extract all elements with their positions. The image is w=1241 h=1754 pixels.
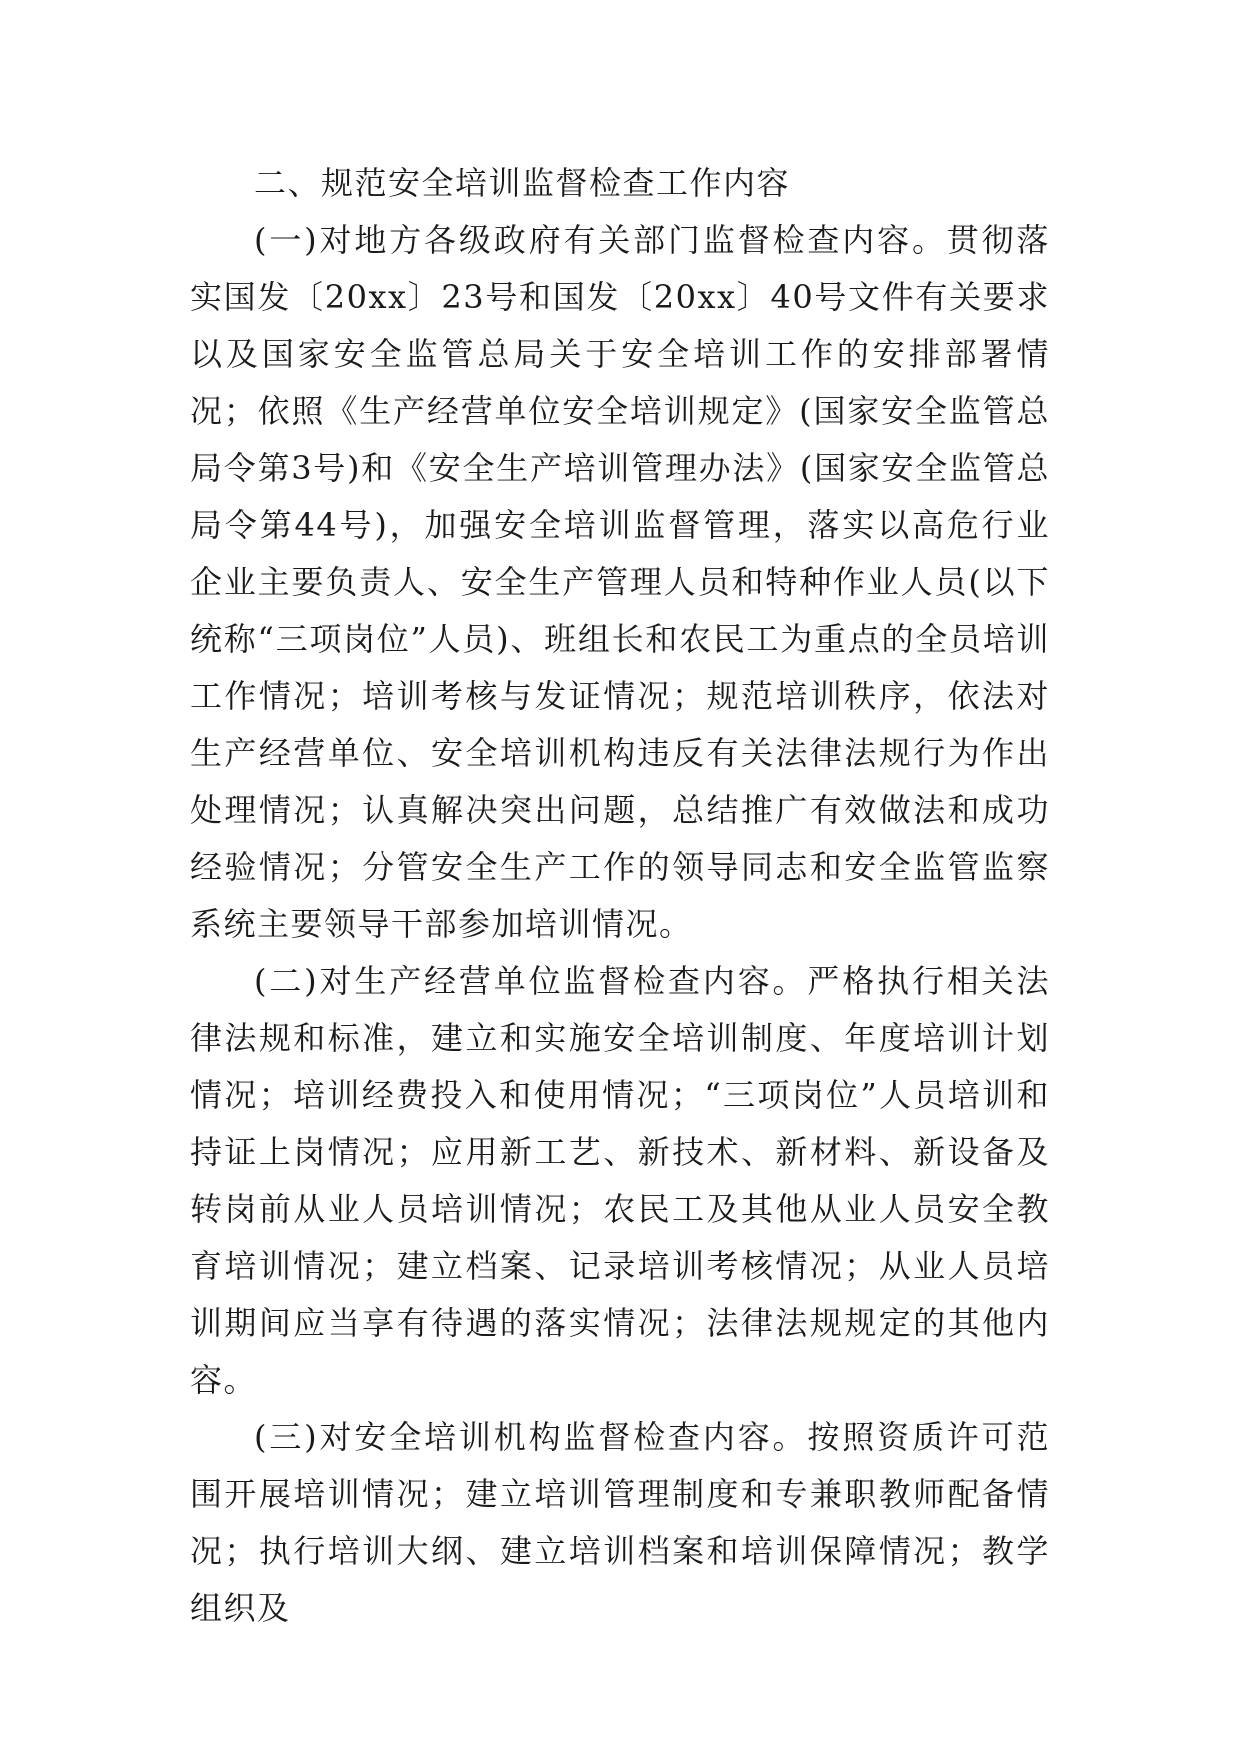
- paragraph-training-institutions: (三)对安全培训机构监督检查内容。按照资质许可范围开展培训情况；建立培训管理制度和专兼职教师配备情况；执行培训大纲、建立培训档案和培训保障情况；教学组织及: [190, 1418, 1050, 1627]
- document-body: [190, 155, 1050, 1637]
- paragraph-production-units: (二)对生产经营单位监督检查内容。严格执行相关法律法规和标准，建立和实施安全培训制度、年度培训计划情况；培训经费投入和使用情况；“三项岗位”人员培训和持证上岗情况；应用新工艺、新技术、新材料、新设备及转岗前从业人员培训情况；农民工及其他从业人员安全教育培训情况；建立档案、记录培训考核情况；从业人员培训期间应当享有待遇的落实情况；法律法规规定的其他内容。: [190, 962, 1050, 1399]
- section-heading: 二、规范安全培训监督检查工作内容: [254, 164, 791, 202]
- paragraph-government-departments: (一)对地方各级政府有关部门监督检查内容。贯彻落实国发〔20xx〕23号和国发〔20xx〕40号文件有关要求以及国家安全监管总局关于安全培训工作的安排部署情况；依照《生产经营单位安全培训规定》(国家安全监管总局令第3号)和《安全生产培训管理办法》(国家安全监管总局令第44号)，加强安全培训监督管理，落实以高危行业企业主要负责人、安全生产管理人员和特种作业人员(以下统称“三项岗位”人员)、班组长和农民工为重点的全员培训工作情况；培训考核与发证情况；规范培训秩序，依法对生产经营单位、安全培训机构违反有关法律法规行为作出处理情况；认真解决突出问题，总结推广有效做法和成功经验情况；分管安全生产工作的领导同志和安全监管监察系统主要领导干部参加培训情况。: [190, 221, 1050, 943]
